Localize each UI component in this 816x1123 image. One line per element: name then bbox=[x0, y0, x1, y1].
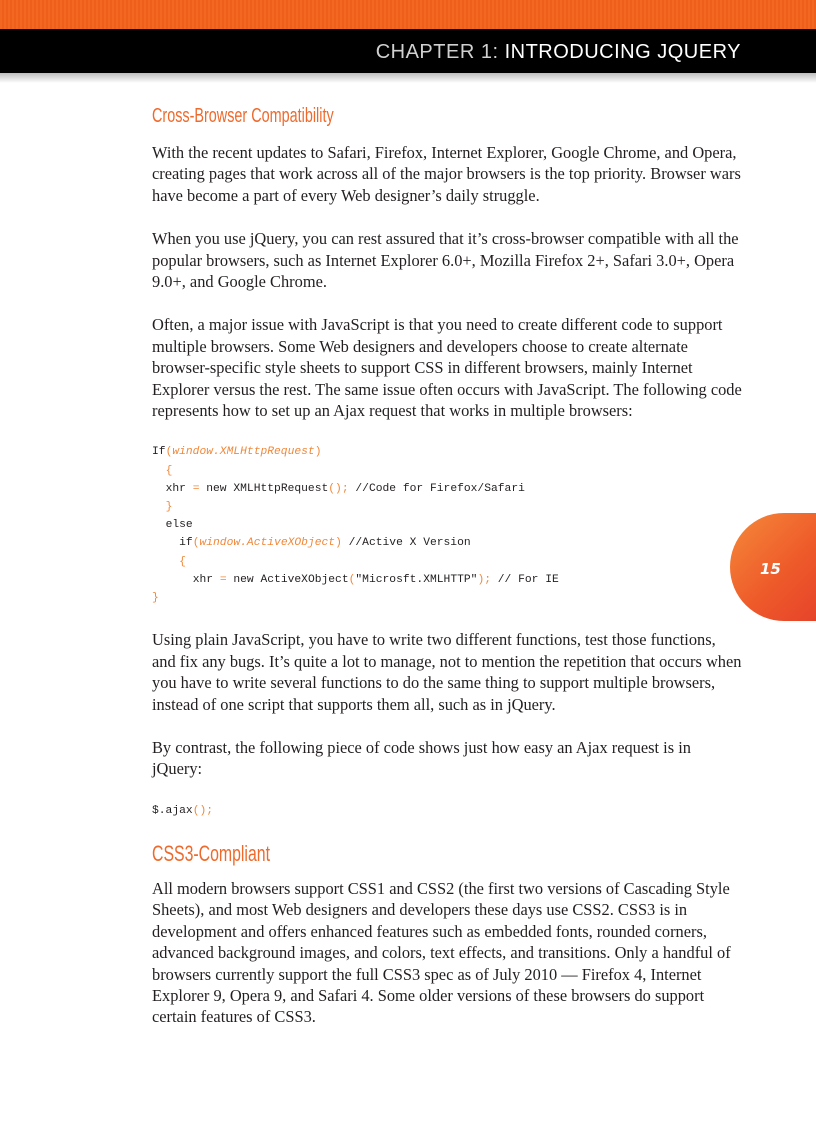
top-orange-stripe bbox=[0, 0, 816, 29]
paragraph: All modern browsers support CSS1 and CSS2 (the first two versions of Cascading Style Sheets), and most Web designers and developers these days use CSS2. CSS3 is in development and offers enhanced features such as embedded fonts, rounded corners, advanced background images, and colors, text effects, and transitions. Only a handful of browsers currently support the full CSS3 spec as of July 2010 — Firefox 4, Internet Explorer 9, Opera 9, and Safari 4. Some older versions of these browsers do support certain features of CSS3. bbox=[152, 878, 731, 1027]
page-number: 15 bbox=[760, 560, 781, 578]
paragraph: Using plain JavaScript, you have to write two different functions, test those functions, and fix any bugs. It’s quite a lot to manage, not to mention the repetition that occurs when you have to write several functions to do the same thing to support multiple browsers, instead of one script that supports them all, such as in jQuery. bbox=[152, 630, 742, 714]
paragraph: Often, a major issue with JavaScript is that you need to create different code to support multiple browsers. Some Web designers and developers choose to create alternate browser-specific style sheets to support CSS in different browsers, mainly Internet Explorer versus the rest. The same issue often occurs with JavaScript. The following code represents how to set up an Ajax request that works in multiple browsers: bbox=[152, 315, 742, 421]
heading-cross-browser: Cross-Browser Compatibility bbox=[152, 105, 334, 127]
paragraph: With the recent updates to Safari, Firefox, Internet Explorer, Google Chrome, and Opera, creating pages that work across all of the major browsers is the top priority. Browser wars have become a part of every Web designer’s daily struggle. bbox=[152, 143, 741, 205]
chapter-label: CHAPTER 1: bbox=[375, 41, 499, 63]
page-content bbox=[152, 104, 742, 1050]
paragraph: By contrast, the following piece of code shows just how easy an Ajax request is in jQuery: bbox=[152, 737, 691, 779]
chapter-name: INTRODUCING JQUERY bbox=[504, 41, 741, 63]
code-block-jquery-ajax: $.ajax(); bbox=[152, 804, 214, 817]
paragraph: When you use jQuery, you can rest assured that it’s cross-browser compatible with all the popular browsers, such as Internet Explorer 6.0+, Mozilla Firefox 2+, Safari 3.0+, Opera 9.0+, and Google Chrome. bbox=[152, 229, 739, 292]
code-block-browser-detection: If(window.XMLHttpRequest) { xhr = new XMLHttpRequest(); //Code for Firefox/Safari } else if(window.ActiveXObject) //Active X Version { xhr = new ActiveXObject("Microsft.XMLHTTP"); // For IE } bbox=[152, 446, 559, 605]
header-shadow bbox=[0, 73, 816, 83]
heading-css3-compliant: CSS3-Compliant bbox=[152, 840, 270, 866]
chapter-title bbox=[376, 40, 741, 64]
